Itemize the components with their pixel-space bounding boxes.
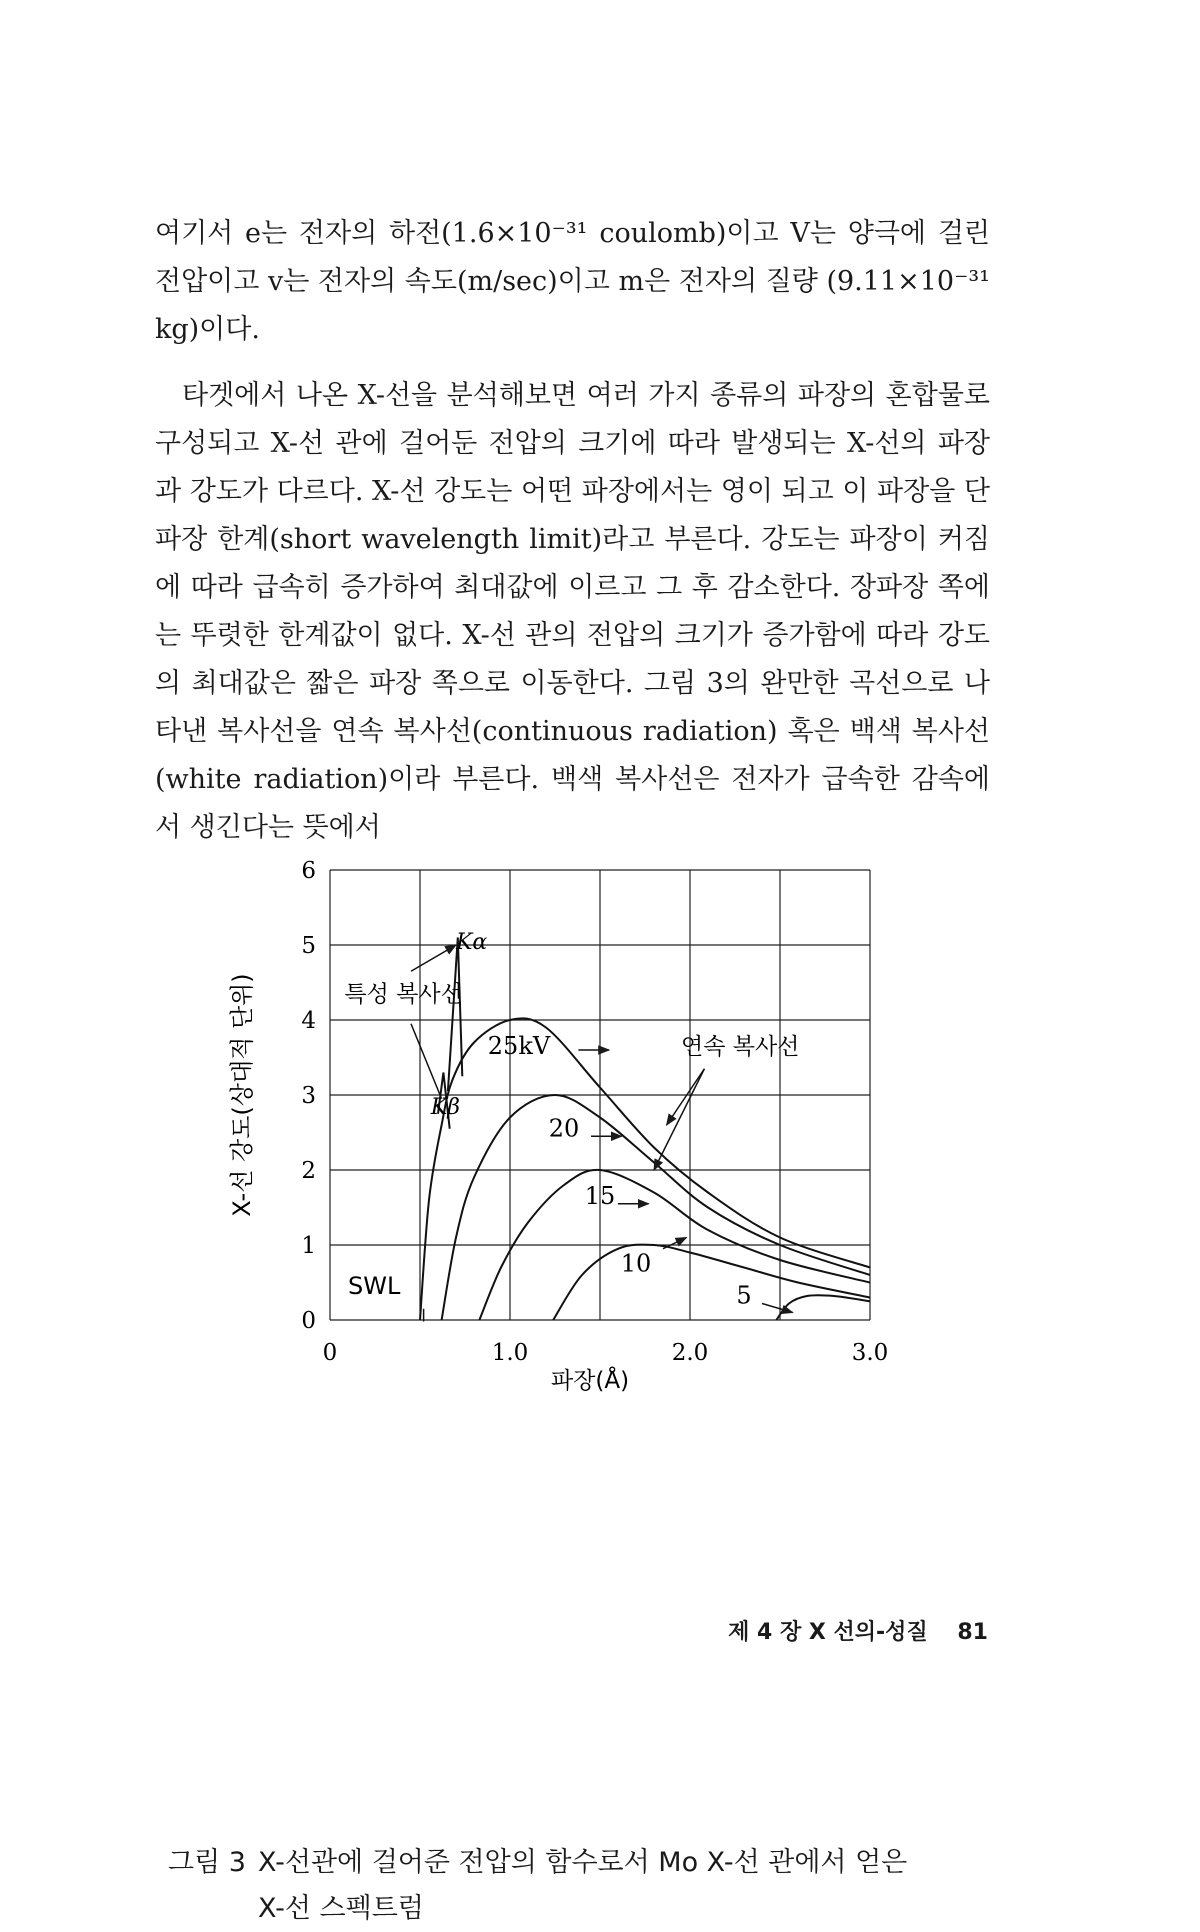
arrow-continuous-2 xyxy=(654,1069,704,1170)
x-tick-label: 2.0 xyxy=(671,1340,709,1366)
curve-label-25kV: 25kV xyxy=(487,1031,551,1060)
page-footer xyxy=(728,1615,988,1646)
chapter-title: 제 4 장 X 선의-성질 xyxy=(728,1620,928,1645)
leader-characteristic-Kb xyxy=(411,1024,442,1099)
series-line-20kV xyxy=(442,1095,870,1320)
arrow-10kV xyxy=(663,1238,686,1249)
series-line-5kV xyxy=(776,1295,870,1320)
curve-label-5kV: 5 xyxy=(736,1281,752,1310)
annotation-characteristic: 특성 복사선 xyxy=(344,981,463,1008)
curve-label-10kV: 10 xyxy=(620,1249,652,1278)
annotation-continuous: 연속 복사선 xyxy=(681,1033,800,1060)
x-tick-label: 0 xyxy=(322,1340,338,1366)
annotation-Ka: Kα xyxy=(456,929,488,955)
figure-caption xyxy=(168,1840,998,1932)
caption-label: 그림 3 xyxy=(168,1847,246,1878)
annotation-swl: SWL xyxy=(348,1271,401,1300)
y-tick-label: 0 xyxy=(301,1308,316,1334)
page-number: 81 xyxy=(957,1620,988,1645)
y-tick-label: 1 xyxy=(301,1233,316,1259)
y-tick-label: 2 xyxy=(301,1158,316,1184)
paragraph-2: 타겟에서 나온 X-선을 분석해보면 여러 가지 종류의 파장의 혼합물로 구성되고 X-선 관에 걸어둔 전압의 크기에 따라 발생되는 X-선의 파장과 강도가 다르다. X-선 강도는 어떤 파장에서는 영이 되고 이 파장을 단파장 한계(short wavelength limit)라고 부른다. 강도는 파장이 커짐에 따라 급속히 증가하여 최대값에 이르고 그 후 감소한다. 장파장 쪽에는 뚜렷한 한계값이 없다. X-선 관의 전압의 크기가 증가함에 따라 강도의 최대값은 짧은 파장 쪽으로 이동한다. 그림 3의 완만한 곡선으로 나타낸 복사선을 연속 복사선(continuous radiation) 혹은 백색 복사선(white radiation)이라 부른다. 백색 복사선은 전자가 급속한 감속에서 생긴다는 뜻에서 xyxy=(155,380,990,843)
x-tick-label: 3.0 xyxy=(851,1340,889,1366)
paragraph-1: 여기서 e는 전자의 하전(1.6×10⁻³¹ coulomb)이고 V는 양극에 걸린 전압이고 v는 전자의 속도(m/sec)이고 m은 전자의 질량 (9.11×10⁻³¹ kg)이다. xyxy=(155,218,990,345)
annotation-Kb: Kβ xyxy=(430,1094,460,1120)
y-tick-label: 6 xyxy=(301,858,316,884)
x-axis-title: 파장(Å) xyxy=(550,1368,630,1394)
x-tick-label: 1.0 xyxy=(491,1340,529,1366)
chart-grid xyxy=(330,870,870,1320)
arrow-Ka xyxy=(411,945,456,971)
y-axis-title: X-선 강도(상대적 단위) xyxy=(228,973,256,1217)
y-tick-label: 5 xyxy=(301,933,316,959)
y-tick-label: 3 xyxy=(301,1083,316,1109)
figure-3 xyxy=(210,850,1010,1454)
curve-label-20kV: 20 xyxy=(548,1114,580,1143)
series-line-10kV xyxy=(553,1245,870,1320)
spectrum-chart xyxy=(210,850,1010,1450)
characteristic-line-Ka xyxy=(448,938,462,1092)
y-tick-label: 4 xyxy=(301,1008,316,1034)
caption-line-1: X-선관에 걸어준 전압의 함수로서 Mo X-선 관에서 얻은 xyxy=(258,1847,908,1878)
caption-line-2: X-선 스펙트럼 xyxy=(258,1893,424,1924)
arrow-continuous-1 xyxy=(667,1069,705,1125)
curve-label-15kV: 15 xyxy=(584,1181,616,1210)
